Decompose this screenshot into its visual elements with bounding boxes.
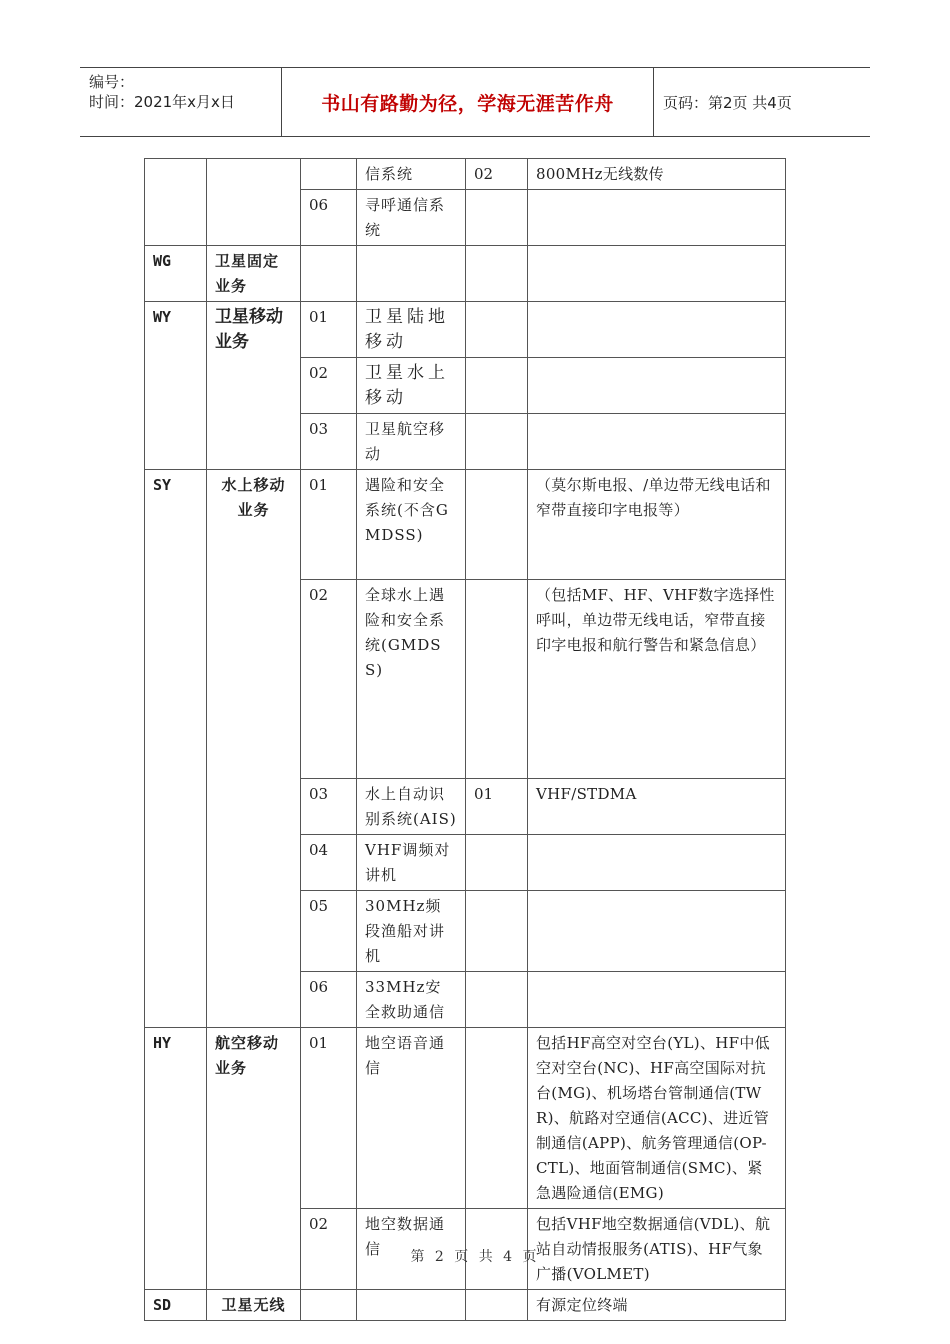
num2-cell [466, 835, 528, 891]
name-cell [207, 159, 301, 246]
sub-cell: 遇险和安全系统(不含GMDSS) [357, 470, 466, 580]
sub-cell [357, 246, 466, 302]
sub-cell: 地空数据通信 [357, 1209, 466, 1290]
num2-cell [466, 580, 528, 779]
sub-cell: 寻呼通信系统 [357, 190, 466, 246]
num-cell: 01 [301, 470, 357, 580]
num-cell: 06 [301, 190, 357, 246]
sub-cell: 33MHz安全救助通信 [357, 972, 466, 1028]
num2-cell: 02 [466, 159, 528, 190]
name-cell: 卫星移动业务 [207, 302, 301, 470]
code-cell: SY [145, 470, 207, 1028]
sub-cell: VHF调频对讲机 [357, 835, 466, 891]
num-cell [301, 246, 357, 302]
num2-cell [466, 190, 528, 246]
num2-cell [466, 1290, 528, 1321]
page-footer: 第 2 页 共 4 页 [410, 1249, 540, 1265]
desc-cell: VHF/STDMA [528, 779, 786, 835]
sub-cell: 全球水上遇险和安全系统(GMDSS) [357, 580, 466, 779]
header-page-label: 页码：第2页 共4页 [663, 93, 792, 112]
frequency-service-table [144, 158, 786, 1321]
name-cell: 航空移动业务 [207, 1028, 301, 1290]
sub-cell: 卫星航空移动 [357, 414, 466, 470]
num2-cell [466, 414, 528, 470]
desc-cell [528, 302, 786, 358]
num2-cell: 01 [466, 779, 528, 835]
header-motto: 书山有路勤为径，学海无涯苦作舟 [282, 68, 654, 136]
num-cell: 02 [301, 1209, 357, 1290]
num-cell [301, 159, 357, 190]
page-header [80, 67, 870, 137]
num2-cell [466, 358, 528, 414]
num2-cell [466, 1028, 528, 1209]
desc-cell: 有源定位终端 [528, 1290, 786, 1321]
code-cell: WY [145, 302, 207, 470]
desc-cell [528, 891, 786, 972]
num2-cell [466, 246, 528, 302]
num-cell [301, 1290, 357, 1321]
sub-cell: 水上自动识别系统(AIS) [357, 779, 466, 835]
desc-cell [528, 414, 786, 470]
table-row [145, 246, 786, 302]
desc-cell [528, 190, 786, 246]
header-meta [80, 68, 282, 136]
num-cell: 04 [301, 835, 357, 891]
num-cell: 05 [301, 891, 357, 972]
table-row [145, 302, 786, 358]
num-cell: 01 [301, 302, 357, 358]
table-row [145, 1290, 786, 1321]
doc-time-label: 时间：2021年x月x日 [89, 93, 235, 111]
num-cell: 03 [301, 414, 357, 470]
desc-cell [528, 972, 786, 1028]
code-cell [145, 159, 207, 246]
num-cell: 02 [301, 580, 357, 779]
sub-cell: 信系统 [357, 159, 466, 190]
desc-cell: （莫尔斯电报、/单边带无线电话和窄带直接印字电报等） [528, 470, 786, 580]
num-cell: 06 [301, 972, 357, 1028]
num-cell: 03 [301, 779, 357, 835]
doc-number-label: 编号： [89, 73, 135, 91]
desc-cell [528, 246, 786, 302]
desc-cell: （包括MF、HF、VHF数字选择性呼叫，单边带无线电话，窄带直接印字电报和航行警告和紧急信息） [528, 580, 786, 779]
sub-cell: 卫星水上移动 [357, 358, 466, 414]
code-cell: HY [145, 1028, 207, 1290]
num2-cell [466, 972, 528, 1028]
sub-cell [357, 1290, 466, 1321]
sub-cell: 30MHz频段渔船对讲机 [357, 891, 466, 972]
desc-cell [528, 358, 786, 414]
table-row [145, 159, 786, 190]
code-cell: SD [145, 1290, 207, 1321]
table-row [145, 1028, 786, 1209]
sub-cell: 地空语音通信 [357, 1028, 466, 1209]
name-cell: 水上移动业务 [207, 470, 301, 1028]
table-row [145, 470, 786, 580]
num-cell: 02 [301, 358, 357, 414]
desc-cell: 包括VHF地空数据通信(VDL)、航站自动情报服务(ATIS)、HF气象广播(VOLMET) [528, 1209, 786, 1290]
num2-cell [466, 891, 528, 972]
name-cell: 卫星无线 [207, 1290, 301, 1321]
num2-cell [466, 302, 528, 358]
code-cell: WG [145, 246, 207, 302]
num-cell: 01 [301, 1028, 357, 1209]
sub-cell: 卫星陆地移动 [357, 302, 466, 358]
desc-cell: 包括HF高空对空台(YL)、HF中低空对空台(NC)、HF高空国际对抗台(MG)、机场塔台管制通信(TWR)、航路对空通信(ACC)、进近管制通信(APP)、航务管理通信(OP-CTL)、地面管制通信(SMC)、紧急遇险通信(EMG) [528, 1028, 786, 1209]
name-cell: 卫星固定业务 [207, 246, 301, 302]
num2-cell [466, 470, 528, 580]
desc-cell: 800MHz无线数传 [528, 159, 786, 190]
desc-cell [528, 835, 786, 891]
